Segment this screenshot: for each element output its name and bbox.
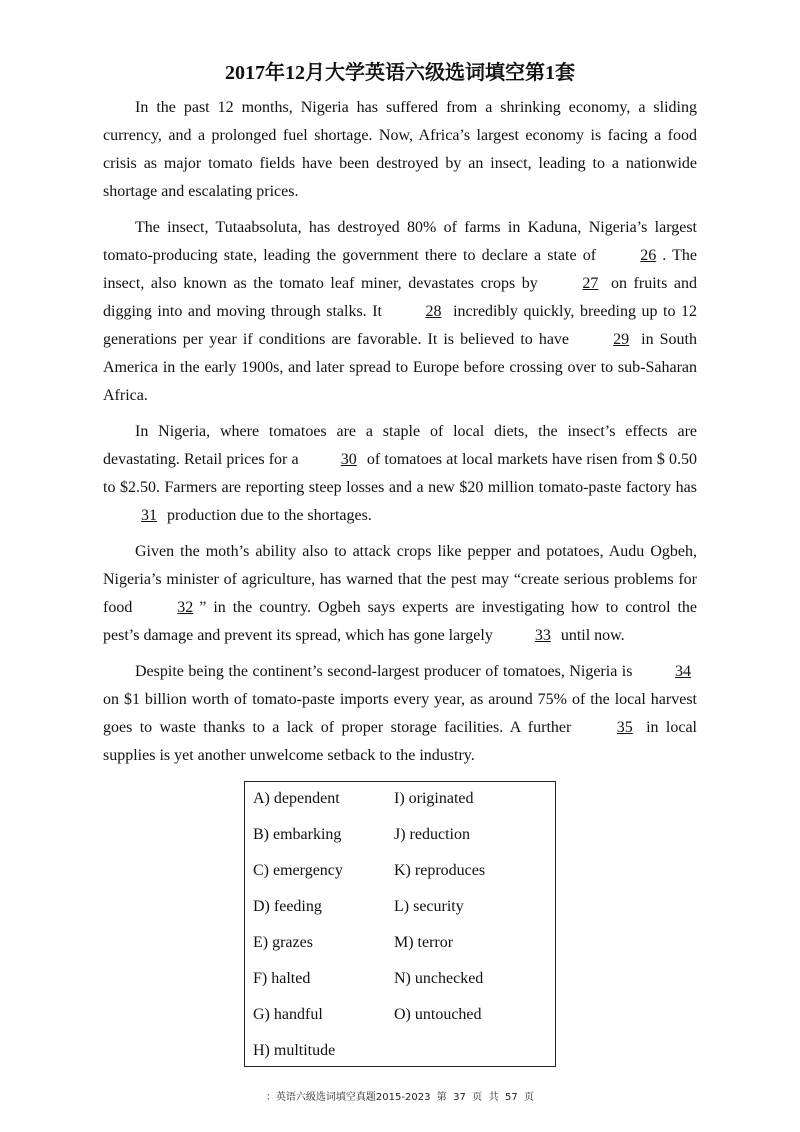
option: B) embarking [253, 826, 342, 843]
text: ” in the country. Ogbeh says experts are investigating how to control the pest’s damage and prevent its spread, which has gone largely [103, 599, 698, 644]
document-title: 2017年12月大学英语六级选词填空第1套 [225, 62, 575, 84]
blank-31: 31 [141, 507, 157, 524]
text: incredibly quickly, breeding up to 12 generations per year if conditions are favorable. It is believed to have [103, 303, 697, 348]
blank-29: 29 [613, 331, 630, 348]
option: E) grazes [253, 934, 313, 951]
passage [103, 94, 697, 778]
option: D) feeding [253, 898, 322, 915]
text: In the past 12 months, Nigeria has suffered from a shrinking economy, a sliding currency, and a prolonged fuel shortage. Now, Africa’s largest economy is facing a food crisis as major tomato fields have been destroyed by an insect, leading to a nationwide shortage and escalating prices. [103, 99, 697, 200]
paragraph-1 [103, 94, 697, 206]
option: G) handful [253, 1006, 323, 1023]
text: The insect, Tutaabsoluta, has destroyed 80% of farms in Kaduna, Nigeria’s largest tomato-producing state, leading the government there to declare a state of [103, 219, 697, 264]
blank-26: 26 [640, 247, 657, 264]
blank-34: 34 [675, 663, 691, 680]
paragraph-3 [103, 418, 697, 530]
text: until now. [556, 627, 625, 644]
blank-35: 35 [616, 719, 633, 736]
option: L) security [394, 898, 464, 915]
word-bank [244, 781, 556, 1067]
option: A) dependent [253, 790, 340, 807]
text: in local supplies is yet another unwelcome setback to the industry. [103, 719, 697, 764]
text: in South America in the early 1900s, and later spread to Europe before crossing over to sub-Saharan Africa. [103, 331, 698, 404]
text: on fruits and digging into and moving through stalks. It [103, 275, 697, 320]
option: I) originated [394, 790, 474, 807]
option: F) halted [253, 970, 311, 987]
option: J) reduction [394, 826, 470, 843]
text: . The insect, also known as the tomato leaf miner, devastates crops by [103, 247, 698, 292]
blank-32: 32 [177, 599, 194, 616]
text: of tomatoes at local markets have risen from $ 0.50 to $2.50. Farmers are reporting steep losses and a new $20 million tomato-paste factory has [103, 451, 697, 496]
text: production due to the shortages. [163, 507, 372, 524]
blank-30: 30 [340, 451, 357, 468]
page-footer: ：英语六级选词填空真题2015-2023 第 37 页 共 57 页 [265, 1092, 535, 1103]
paragraph-4 [103, 538, 697, 650]
option: M) terror [394, 934, 454, 951]
option: H) multitude [253, 1042, 336, 1059]
blank-27: 27 [582, 275, 599, 292]
text: on $1 billion worth of tomato-paste imports every year, as around 75% of the local harvest goes to waste thanks to a lack of proper storage facilities. A further [103, 691, 697, 736]
option: O) untouched [394, 1006, 482, 1023]
blank-33: 33 [534, 627, 551, 644]
option: K) reproduces [394, 862, 486, 879]
text: Despite being the continent’s second-largest producer of tomatoes, Nigeria is [135, 663, 637, 680]
option: C) emergency [253, 862, 343, 879]
option: N) unchecked [394, 970, 484, 987]
text: Given the moth’s ability also to attack crops like pepper and potatoes, Audu Ogbeh, Nigeria’s minister of agriculture, has warned that the pest may “create serious problems for food [103, 543, 697, 616]
paragraph-2 [103, 214, 697, 410]
paragraph-5 [103, 658, 697, 770]
text: In Nigeria, where tomatoes are a staple of local diets, the insect’s effects are devastating. Retail prices for a [103, 423, 697, 468]
blank-28: 28 [425, 303, 442, 320]
